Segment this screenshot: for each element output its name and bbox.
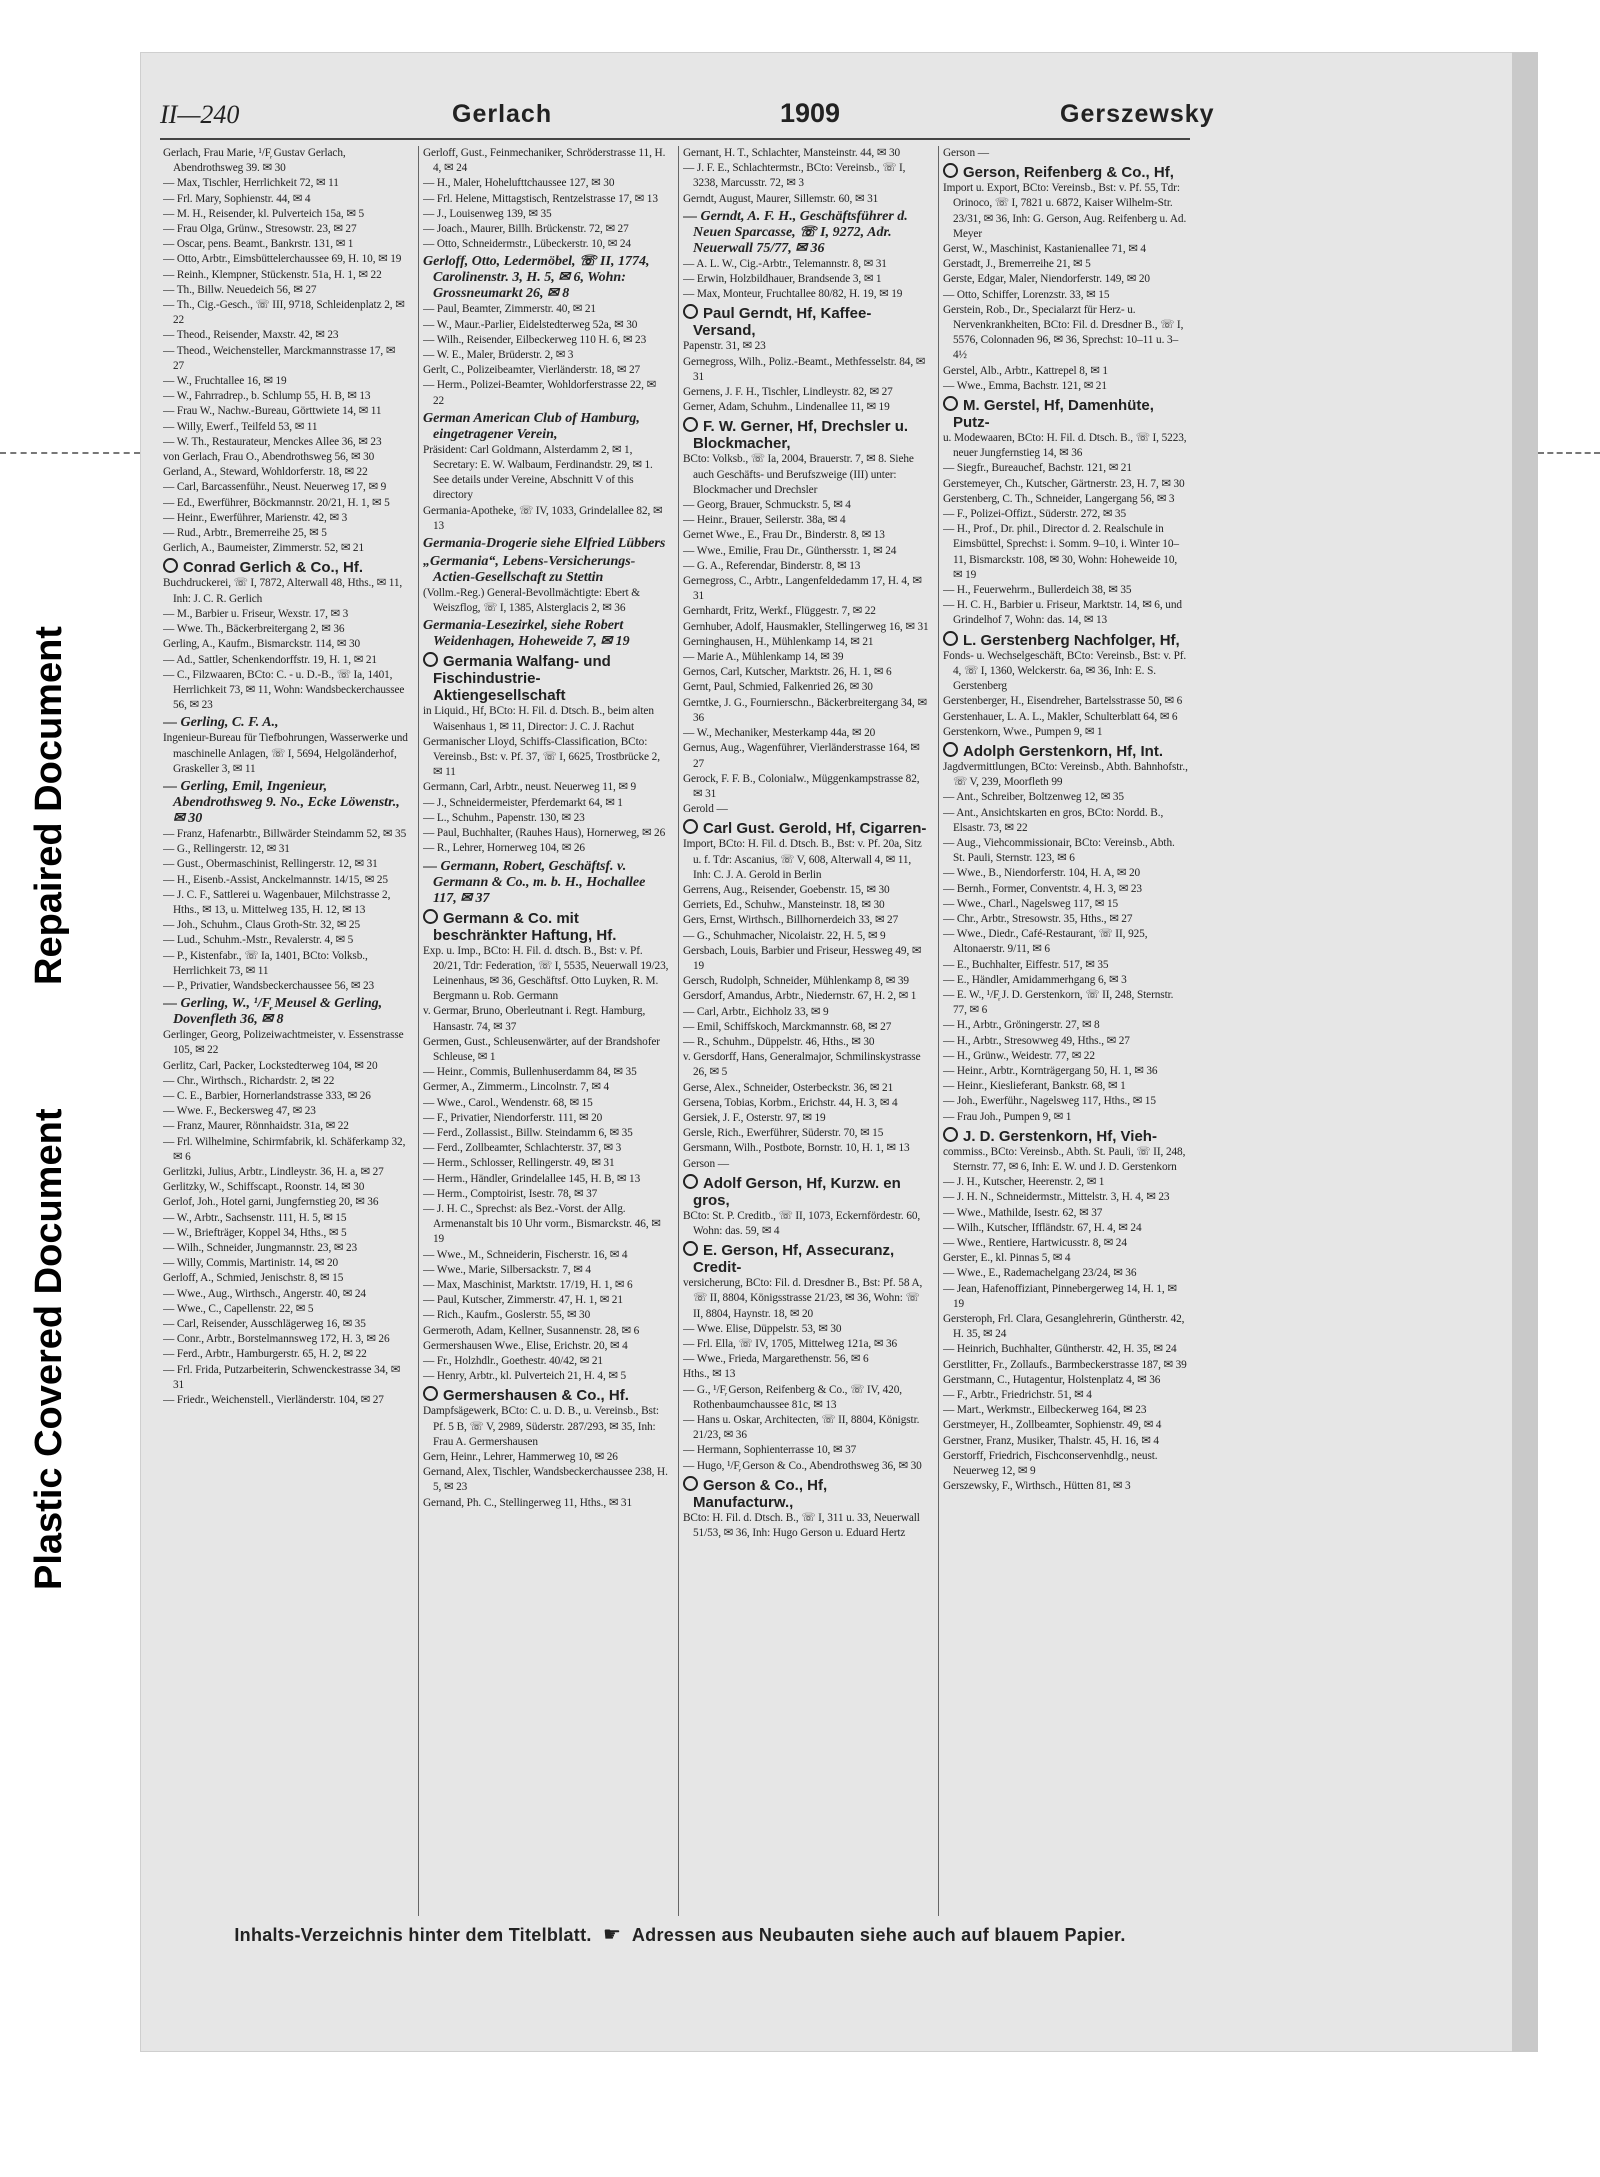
directory-entry: — J. H., Kutscher, Heerenstr. 2, ✉ 1	[943, 1176, 1105, 1189]
directory-entry: — Franz, Maurer, Rönnhaidstr. 31a, ✉ 22	[163, 1120, 349, 1133]
directory-entry: — J. H. C., Sprechst: als Bez.-Vorst. der Allg. Armenanstalt bis 10 Uhr vorm., Bismarckstr. 46, ✉ 19	[423, 1202, 661, 1246]
directory-entry: — Otto, Schiffer, Lorenzstr. 33, ✉ 15	[943, 288, 1110, 301]
directory-entry: — Franz, Hafenarbtr., Billwärder Steindamm 52, ✉ 35	[163, 827, 407, 840]
directory-entry: — Hermann, Sophienterrasse 10, ✉ 37	[683, 1444, 857, 1457]
directory-entry: — Fr., Holzhdlr., Goethestr. 40/42, ✉ 21	[423, 1354, 603, 1367]
firm-heading: M. Gerstel, Hf, Damenhüte, Putz-	[943, 396, 1189, 431]
directory-entry: — Wwe., E., Rademachelgang 23/24, ✉ 36	[943, 1267, 1137, 1280]
directory-entry: Gerrens, Aug., Reisender, Goebenstr. 15, ✉ 30	[683, 883, 890, 896]
directory-entry: — H., Arbtr., Stresowweg 49, Hths., ✉ 27	[943, 1034, 1130, 1047]
column-4	[943, 146, 1189, 1916]
directory-entry: — Wwe., Emma, Bachstr. 121, ✉ 21	[943, 379, 1107, 392]
directory-entry: — Otto, Schneidermstr., Lübeckerstr. 10, ✉ 24	[423, 238, 631, 251]
directory-entry: — Willy, Commis, Martinistr. 14, ✉ 20	[163, 1257, 339, 1270]
directory-entry: Hths., ✉ 13	[683, 1368, 736, 1381]
directory-entry: Gerszewsky, F., Wirthsch., Hütten 81, ✉ 3	[943, 1480, 1131, 1493]
directory-entry: — J., Schneidermeister, Pferdemarkt 64, ✉ 1	[423, 796, 623, 809]
directory-entry: Germeroth, Adam, Kellner, Susannenstr. 28, ✉ 6	[423, 1324, 640, 1337]
directory-entry: Gerson —	[943, 147, 989, 159]
directory-entry: — Wwe. Elise, Düppelstr. 53, ✉ 30	[683, 1322, 842, 1335]
directory-entry: Germershausen Wwe., Elise, Erichstr. 20, ✉ 4	[423, 1339, 628, 1352]
directory-entry: versicherung, BCto: Fil. d. Dresdner B., Bst: Pf. 58 A, ☏ II, 8804, Königsstrasse 21/23, ✉ 36, Wohn: ☏ II, 8804, Haynstr. 18, ✉ 20	[683, 1277, 923, 1320]
directory-entry: — F., Arbtr., Friedrichstr. 51, ✉ 4	[943, 1389, 1092, 1402]
firm-heading: F. W. Gerner, Hf, Drechsler u. Blockmacher,	[683, 417, 929, 452]
directory-entry: — W. E., Maler, Brüderstr. 2, ✉ 3	[423, 349, 574, 362]
directory-entry: Gerling, A., Kaufm., Bismarckstr. 114, ✉ 30	[163, 638, 361, 651]
directory-entry: Gerse, Alex., Schneider, Osterbeckstr. 36, ✉ 21	[683, 1081, 894, 1094]
firm-heading: Paul Gerndt, Hf, Kaffee-Versand,	[683, 304, 929, 339]
firm-circle-icon	[423, 1386, 438, 1401]
emphasized-entry: Germania-Lesezirkel, siehe Robert Weidenhagen, Hoheweide 7, ✉ 19	[423, 618, 630, 650]
directory-entry: Gerstadt, J., Bremerreihe 21, ✉ 5	[943, 258, 1091, 271]
directory-entry: — Theod., Reisender, Maxstr. 42, ✉ 23	[163, 329, 339, 342]
firm-heading: L. Gerstenberg Nachfolger, Hf,	[943, 631, 1189, 649]
directory-entry: — Wwe., Diedr., Café-Restaurant, ☏ II, 925, Altonaerstr. 9/11, ✉ 6	[943, 928, 1148, 956]
directory-entry: — C., Filzwaaren, BCto: C. - u. D.-B., ☏ Ia, 1401, Herrlichkeit 73, ✉ 11, Wohn: Wandsbeckerchaussee 56, ✉ 23	[163, 668, 405, 712]
directory-entry: — Wilh., Schneider, Jungmannstr. 23, ✉ 23	[163, 1242, 358, 1254]
emphasized-entry: — Gerndt, A. F. H., Geschäftsführer d. Neuen Sparcasse, ☏ I, 9272, Adr. Neuerwall 75/77, ✉ 36	[683, 208, 908, 256]
directory-entry: BCto: H. Fil. d. Dtsch. B., ☏ I, 311 u. 33, Neuerwall 51/53, ✉ 36, Inh: Hugo Gerson u. Eduard Hertz	[683, 1511, 920, 1540]
directory-entry: — H., Maler, Hohelufttchaussee 127, ✉ 30	[423, 177, 615, 190]
directory-entry: — Aug., Viehcommissionair, BCto: Vereinsb., Abth. St. Pauli, Sternstr. 123, ✉ 6	[943, 836, 1175, 865]
directory-entry: — Max, Tischler, Herrlichkeit 72, ✉ 11	[163, 177, 339, 190]
firm-heading: J. D. Gerstenkorn, Hf, Vieh-	[943, 1127, 1189, 1145]
directory-entry: — R., Schuhm., Düppelstr. 46, Hths., ✉ 30	[683, 1035, 875, 1048]
directory-entry: Gerlt, C., Polizeibeamter, Vierländerstr. 18, ✉ 27	[423, 364, 641, 377]
directory-entry: — Bernh., Former, Conventstr. 4, H. 3, ✉ 23	[943, 882, 1142, 895]
directory-entry: — P., Kistenfabr., ☏ Ia, 1401, BCto: Volksb., Herrlichkeit 73, ✉ 11	[163, 949, 368, 977]
directory-entry: — E., Buchhalter, Eiffestr. 517, ✉ 35	[943, 958, 1109, 971]
directory-entry: — Emil, Schiffskoch, Marckmannstr. 68, ✉ 27	[683, 1020, 892, 1033]
firm-heading: Germann & Co. mit beschränkter Haftung, Hf.	[423, 909, 669, 944]
directory-entry: BCto: Volksb., ☏ Ia, 2004, Brauerstr. 7, ✉ 8. Siehe auch Geschäfts- und Berufszweige (III) unter: Blockmacher und Drechsler	[683, 453, 914, 496]
directory-entry: — J. C. F., Sattlerei u. Wagenbauer, Milchstrasse 2, Hths., ✉ 13, u. Mittelweg 135, H. 12, ✉ 13	[163, 888, 391, 916]
directory-entry: — H., Feuerwehrm., Bullerdeich 38, ✉ 35	[943, 584, 1132, 597]
directory-entry: — F., Privatier, Niendorferstr. 111, ✉ 20	[423, 1111, 603, 1124]
directory-entry: Exp. u. Imp., BCto: H. Fil. d. dtsch. B., Bst: v. Pf. 20/21, Tdr: Federation, ☏ I, 5535, Neuerwall 19/23, Leinenhaus, ✉ 36, Geschäftsf. Otto Luyken, R. M. Bergmann u. Rob. Germann	[423, 944, 669, 1003]
directory-entry: — E., Händler, Amidammerhgang 6, ✉ 3	[943, 973, 1127, 986]
directory-entry: Gerstenberg, C. Th., Schneider, Langergang 56, ✉ 3	[943, 492, 1175, 505]
directory-entry: Gerlitzki, Julius, Arbtr., Lindleystr. 36, H. a, ✉ 27	[163, 1165, 384, 1178]
firm-circle-icon	[943, 1127, 958, 1142]
directory-entry: Gernos, Carl, Kutscher, Marktstr. 26, H. 1, ✉ 6	[683, 666, 892, 679]
directory-entry: — Wwe., Carol., Wendenstr. 68, ✉ 15	[423, 1096, 593, 1109]
directory-entry: — Frl. Helene, Mittagstisch, Rentzelstrasse 17, ✉ 13	[423, 192, 658, 205]
directory-entry: — Heinrich, Buchhalter, Güntherstr. 42, H. 35, ✉ 24	[943, 1343, 1177, 1356]
directory-entry: Präsident: Carl Goldmann, Alsterdamm 2, ✉ 1, Secretary: E. W. Walbaum, Ferdinandstr. 29, ✉ 1. See details under Vereine, Abschnitt V of this directory	[423, 443, 653, 502]
directory-entry: — Siegfr., Bureauchef, Bachstr. 121, ✉ 21	[943, 462, 1132, 475]
directory-entry: — Wwe., M., Schneiderin, Fischerstr. 16, ✉ 4	[423, 1248, 628, 1261]
directory-entry: — Frau Joh., Pumpen 9, ✉ 1	[943, 1110, 1072, 1123]
directory-entry: — P., Privatier, Wandsbeckerchaussee 56, ✉ 23	[163, 979, 375, 992]
directory-entry: Gerntke, J. G., Fournierschn., Bäckerbreitergang 34, ✉ 36	[683, 696, 927, 724]
directory-entry: — Carl, Reisender, Ausschlägerweg 16, ✉ 35	[163, 1318, 366, 1331]
directory-entry: — F., Polizei-Offizt., Süderstr. 272, ✉ 35	[943, 508, 1127, 521]
directory-entry: — Joh., Schuhm., Claus Groth-Str. 32, ✉ 25	[163, 919, 361, 932]
directory-entry: — W., Fruchtallee 16, ✉ 19	[163, 375, 287, 388]
directory-entry: — Ant., Schreiber, Boltzenweg 12, ✉ 35	[943, 791, 1124, 804]
firm-circle-icon	[683, 304, 698, 319]
pointing-hand-icon: ☛	[603, 1924, 622, 1946]
directory-entry: — Theod., Weichensteller, Marckmannstrasse 17, ✉ 27	[163, 344, 396, 372]
directory-entry: — Otto, Arbtr., Eimsbüttelerchaussee 69, H. 10, ✉ 19	[163, 253, 402, 266]
directory-entry: — Paul, Buchhalter, (Rauhes Haus), Hornerweg, ✉ 26	[423, 827, 666, 840]
directory-entry: Gersch, Rudolph, Schneider, Mühlenkamp 8, ✉ 39	[683, 975, 909, 988]
directory-entry: — Heinr., Commis, Bullenhuserdamm 84, ✉ 35	[423, 1066, 637, 1079]
directory-entry: — J., Louisenweg 139, ✉ 35	[423, 207, 552, 220]
directory-entry: Gerlich, A., Baumeister, Zimmerstr. 52, ✉ 21	[163, 542, 365, 555]
directory-entry: (Vollm.-Reg.) General-Bevollmächtigte: Ebert & Weiszflog, ☏ I, 1385, Alsterglacis 2, ✉ 36	[423, 587, 640, 615]
directory-entry: Gersle, Rich., Ewerführer, Süderstr. 70, ✉ 15	[683, 1127, 884, 1140]
directory-entry: — Paul, Beamter, Zimmerstr. 40, ✉ 21	[423, 303, 596, 316]
directory-entry: Fonds- u. Wechselgeschäft, BCto: Vereinsb., Bst: v. Pf. 4, ☏ I, 1360, Welckerstr. 6a, ✉ 36, Inh: E. S. Gerstenberg	[943, 649, 1187, 693]
directory-entry: — Th., Billw. Neuedeich 56, ✉ 27	[163, 283, 317, 296]
directory-entry: — Herm., Schlosser, Rellingerstr. 49, ✉ 31	[423, 1157, 615, 1170]
directory-entry: Gernegross, C., Arbtr., Langenfeldedamm 17, H. 4, ✉ 31	[683, 575, 922, 603]
emphasized-entry: Germania-Drogerie siehe Elfried Lübbers	[423, 536, 666, 552]
header-first-name: Gerlach	[452, 100, 553, 128]
directory-entry: Gernhuber, Adolf, Hausmakler, Stellingerweg 16, ✉ 31	[683, 620, 929, 633]
directory-entry: — Wwe., Rentiere, Hartwicusstr. 8, ✉ 24	[943, 1237, 1127, 1249]
directory-entry: — Frl. Wilhelmine, Schirmfabrik, kl. Schäferkamp 32, ✉ 6	[163, 1135, 406, 1163]
directory-entry: Gers, Ernst, Wirthsch., Billhornerdeich 33, ✉ 27	[683, 914, 899, 927]
directory-entry: — G., ¹/F᷊ Gerson, Reifenberg & Co., ☏ IV, 420, Rothenbaumchaussee 81c, ✉ 13	[683, 1383, 902, 1411]
directory-entry: — W., Maur.-Parlier, Eidelstedterweg 52a, ✉ 30	[423, 318, 638, 331]
directory-entry: — Frau Olga, Grünw., Stresowstr. 23, ✉ 27	[163, 223, 357, 236]
cut-line-right	[1538, 452, 1600, 454]
directory-entry: Gernus, Aug., Wagenführer, Vierländerstrasse 164, ✉ 27	[683, 742, 920, 770]
directory-entry: Gersiek, J. F., Osterstr. 97, ✉ 19	[683, 1111, 826, 1124]
directory-entry: Gerson —	[683, 1157, 729, 1170]
directory-entry: — W., Arbtr., Sachsenstr. 111, H. 5, ✉ 15	[163, 1211, 347, 1224]
directory-entry: Gerstner, Franz, Musiker, Thalstr. 45, H. 16, ✉ 4	[943, 1434, 1159, 1447]
directory-entry: Germen, Gust., Schleusenwärter, auf der Brandshofer Schleuse, ✉ 1	[423, 1035, 660, 1063]
directory-entry: — Frau W., Nachw.-Bureau, Görttwiete 14, ✉ 11	[163, 405, 382, 418]
directory-entry: Gernand, Ph. C., Stellingerweg 11, Hths., ✉ 31	[423, 1496, 633, 1509]
directory-entry: Gerstein, Rob., Dr., Specialarzt für Herz- u. Nervenkrankheiten, BCto: Fil. d. Dresdner B., ☏ I, 5576, Colonnaden 96, ✉ 36, Sprechst: 10–11 u. 3–4½	[943, 303, 1184, 362]
column-2	[423, 146, 669, 1916]
emphasized-entry: — Gerling, W., ¹/F᷊ Meusel & Gerling, Dovenfleth 36, ✉ 8	[163, 996, 383, 1028]
column-1	[163, 146, 409, 1916]
directory-entry: Gern, Heinr., Lehrer, Hammerweg 10, ✉ 26	[423, 1451, 618, 1463]
directory-entry: Gersteroph, Frl. Clara, Gesanglehrerin, Güntherstr. 42, H. 35, ✉ 24	[943, 1313, 1185, 1341]
directory-entry: Gersmann, Wilh., Postbote, Bornstr. 10, H. 1, ✉ 13	[683, 1142, 910, 1155]
firm-heading: Germania Walfang- und Fischindustrie-Aktiengesellschaft	[423, 652, 669, 704]
repaired-document-label: Repaired Document	[28, 626, 70, 985]
directory-entry: — Heinr., Ewerführer, Marienstr. 42, ✉ 3	[163, 511, 348, 524]
directory-columns	[163, 146, 1191, 1916]
directory-entry: — W., Briefträger, Koppel 34, Hths., ✉ 5	[163, 1226, 347, 1239]
directory-entry: Jagdvermittlungen, BCto: Vereinsb., Abth. Bahnhofstr., ☏ V, 239, Moorfleth 99	[943, 760, 1188, 789]
directory-entry: Gerriets, Ed., Schuhw., Mansteinstr. 18, ✉ 30	[683, 899, 885, 912]
directory-entry: — Ad., Sattler, Schenkendorffstr. 19, H. 1, ✉ 21	[163, 653, 377, 666]
directory-entry: — Willy, Ewerf., Teilfeld 53, ✉ 11	[163, 420, 318, 433]
directory-entry: Gersdorf, Amandus, Arbtr., Niedernstr. 67, H. 2, ✉ 1	[683, 990, 917, 1003]
directory-entry: Gernt, Paul, Schmied, Falkenried 26, ✉ 30	[683, 681, 873, 694]
directory-entry: — Wwe. F., Beckersweg 47, ✉ 23	[163, 1105, 316, 1118]
directory-entry: — Heinr., Kieslieferant, Bankstr. 68, ✉ 1	[943, 1080, 1126, 1093]
directory-entry: — E. W., ¹/F᷊ J. D. Gerstenkorn, ☏ II, 248, Sternstr. 77, ✉ 6	[943, 988, 1174, 1017]
directory-entry: — Wwe., Marie, Silbersackstr. 7, ✉ 4	[423, 1263, 591, 1276]
firm-heading: Gerson & Co., Hf, Manufacturw.,	[683, 1476, 929, 1511]
directory-entry: — H. C. H., Barbier u. Friseur, Marktstr. 14, ✉ 6, und Grindelhof 7, Wohn: das. 14, ✉ 13	[943, 599, 1182, 627]
directory-entry: — W. Th., Restaurateur, Menckes Allee 36, ✉ 23	[163, 435, 382, 448]
directory-entry: — Herm., Comptoirist, Isestr. 78, ✉ 37	[423, 1187, 598, 1200]
firm-heading: Conrad Gerlich & Co., Hf.	[163, 558, 409, 576]
directory-entry: — Ferd., Zollbeamter, Schlachterstr. 37, ✉ 3	[423, 1142, 622, 1155]
directory-entry: — Lud., Schuhm.-Mstr., Revalerstr. 4, ✉ 5	[163, 934, 354, 947]
firm-circle-icon	[683, 1476, 698, 1491]
directory-entry: — L., Schuhm., Papenstr. 130, ✉ 23	[423, 811, 585, 824]
cut-line-left	[0, 452, 140, 454]
directory-entry: Gerstenkorn, Wwe., Pumpen 9, ✉ 1	[943, 725, 1103, 738]
directory-entry: — Max, Monteur, Fruchtallee 80/82, H. 19, ✉ 19	[683, 288, 903, 301]
emphasized-entry: „Germania“, Lebens-Versicherungs-Actien-Gesellschaft zu Stettin	[423, 554, 636, 586]
directory-entry: — Carl, Arbtr., Eichholz 33, ✉ 9	[683, 1005, 829, 1018]
directory-entry: — Oscar, pens. Beamt., Bankrstr. 131, ✉ 1	[163, 238, 354, 251]
directory-entry: — Wwe. Th., Bäckerbreitergang 2, ✉ 36	[163, 623, 345, 636]
firm-circle-icon	[943, 742, 958, 757]
footer-index-note: Inhalts-Verzeichnis hinter dem Titelblatt.	[234, 1925, 592, 1945]
directory-entry: — Wwe., C., Capellenstr. 22, ✉ 5	[163, 1302, 314, 1315]
directory-entry: Gerst, W., Maschinist, Kastanienallee 71, ✉ 4	[943, 243, 1146, 256]
firm-circle-icon	[943, 631, 958, 646]
directory-entry: — Henry, Arbtr., kl. Pulverteich 21, H. 4, ✉ 5	[423, 1370, 627, 1383]
directory-entry: — Frl. Ella, ☏ IV, 1705, Mittelweg 121a, ✉ 36	[683, 1338, 898, 1350]
directory-entry: Gerland, A., Steward, Wohldorferstr. 18, ✉ 22	[163, 466, 368, 479]
directory-entry: Gerloff, Gust., Feinmechaniker, Schröderstrasse 11, H. 4, ✉ 24	[423, 147, 666, 175]
firm-heading: E. Gerson, Hf, Assecuranz, Credit-	[683, 1241, 929, 1276]
directory-entry: — Wwe., Aug., Wirthsch., Angerstr. 40, ✉ 24	[163, 1287, 366, 1300]
directory-entry: Gerlof, Joh., Hotel garni, Jungfernstieg 20, ✉ 36	[163, 1196, 379, 1209]
header-year: 1909	[780, 98, 841, 128]
directory-entry: — Rich., Kaufm., Goslerstr. 55, ✉ 30	[423, 1309, 591, 1322]
directory-entry: — J. F. E., Schlachtermstr., BCto: Vereinsb., ☏ I, 3238, Marcusstr. 72, ✉ 3	[683, 162, 906, 190]
firm-circle-icon	[423, 652, 438, 667]
directory-entry: — C. E., Barbier, Hornerlandstrasse 333, ✉ 26	[163, 1089, 371, 1102]
directory-entry: — Wwe., Emilie, Frau Dr., Günthersstr. 1, ✉ 24	[683, 544, 897, 557]
directory-entry: u. Modewaaren, BCto: H. Fil. d. Dtsch. B., ☏ I, 5223, neuer Jungfernstieg 14, ✉ 36	[943, 432, 1187, 460]
directory-entry: Gerner, Adam, Schuhm., Lindenallee 11, ✉ 19	[683, 401, 890, 414]
directory-entry: Gerstlitter, Fr., Zollaufs., Barmbeckerstrasse 187, ✉ 39	[943, 1358, 1187, 1371]
directory-entry: — Wwe., Mathilde, Isestr. 62, ✉ 37	[943, 1206, 1103, 1219]
firm-circle-icon	[163, 558, 178, 573]
directory-entry: — Jean, Hafenoffiziant, Pinnebergerweg 14, H. 1, ✉ 19	[943, 1282, 1177, 1310]
page-footer	[160, 1922, 1200, 1947]
firm-circle-icon	[683, 417, 698, 432]
firm-heading: Adolf Gerson, Hf, Kurzw. en gros,	[683, 1174, 929, 1209]
directory-entry: — Conr., Arbtr., Borstelmannsweg 172, H. 3, ✉ 26	[163, 1333, 390, 1346]
directory-entry: — Heinr., Arbtr., Kornträgergang 50, H. 1, ✉ 36	[943, 1064, 1158, 1077]
directory-entry: Gersbach, Louis, Barbier und Friseur, Hessweg 49, ✉ 19	[683, 944, 922, 972]
directory-entry: Gernens, J. F. H., Tischler, Lindleystr. 82, ✉ 27	[683, 386, 893, 399]
directory-entry: — Joach., Maurer, Billh. Brückenstr. 72, ✉ 27	[423, 223, 629, 236]
directory-entry: Gernhardt, Fritz, Werkf., Flüggestr. 7, ✉ 22	[683, 605, 876, 618]
directory-entry: — Herm., Polizei-Beamter, Wohldorferstrasse 22, ✉ 22	[423, 379, 656, 407]
directory-entry: — Wwe., Charl., Nagelsweg 117, ✉ 15	[943, 897, 1119, 910]
directory-entry: Dampfsägewerk, BCto: C. u. D. B., u. Vereinsb., Bst: Pf. 5 B, ☏ V, 2989, Süderstr. 287/293, ✉ 35, Inh: Frau A. Germershausen	[423, 1405, 659, 1448]
directory-entry: Gerninghausen, H., Mühlenkamp 14, ✉ 21	[683, 635, 874, 648]
directory-entry: — A. L. W., Cig.-Arbtr., Telemannstr. 8, ✉ 31	[683, 257, 887, 270]
directory-entry: — Heinr., Brauer, Seilerstr. 38a, ✉ 4	[683, 514, 846, 527]
directory-entry: Gernant, H. T., Schlachter, Mansteinstr. 44, ✉ 30	[683, 147, 901, 159]
page-number: II—240	[160, 100, 240, 129]
directory-entry: von Gerlach, Frau O., Abendrothsweg 56, ✉ 30	[163, 451, 375, 464]
directory-entry: Gernet Wwe., E., Frau Dr., Binderstr. 8, ✉ 13	[683, 529, 885, 542]
directory-entry: — Wwe., B., Niendorferstr. 104, H. A, ✉ 20	[943, 867, 1141, 880]
directory-entry: Gerste, Edgar, Maler, Niendorferstr. 149, ✉ 20	[943, 273, 1150, 286]
firm-heading: Carl Gust. Gerold, Hf, Cigarren-	[683, 819, 929, 837]
emphasized-entry: German American Club of Hamburg, eingetragener Verein,	[423, 410, 640, 442]
directory-entry: Gerndt, August, Maurer, Sillemstr. 60, ✉ 31	[683, 192, 879, 205]
header-last-name: Gerszewsky	[1060, 100, 1215, 128]
directory-entry: — Ed., Ewerführer, Böckmannstr. 20/21, H. 1, ✉ 5	[163, 496, 390, 509]
directory-entry: Gerlitz, Carl, Packer, Lockstedterweg 104, ✉ 20	[163, 1059, 378, 1072]
directory-entry: — Mart., Werkmstr., Eilbeckerweg 164, ✉ 23	[943, 1404, 1147, 1417]
directory-entry: — Paul, Kutscher, Zimmerstr. 47, H. 1, ✉ 21	[423, 1294, 623, 1307]
directory-entry: — H., Eisenb.-Assist, Anckelmannstr. 14/15, ✉ 25	[163, 873, 388, 886]
directory-entry: — H., Arbtr., Gröningerstr. 27, ✉ 8	[943, 1019, 1100, 1032]
directory-entry: Gerstmann, C., Hutagentur, Holstenplatz 4, ✉ 36	[943, 1373, 1161, 1386]
directory-entry: — Herm., Händler, Grindelallee 145, H. B, ✉ 13	[423, 1172, 641, 1185]
directory-entry: — Carl, Barcassenführ., Neust. Neuerweg 17, ✉ 9	[163, 481, 387, 494]
directory-entry: — Wilh., Reisender, Eilbeckerweg 110 H. 6, ✉ 23	[423, 333, 647, 346]
directory-entry: — Wwe., Frieda, Margarethenstr. 56, ✉ 6	[683, 1353, 869, 1366]
directory-entry: — Frl. Frida, Putzarbeiterin, Schwenckestrasse 34, ✉ 31	[163, 1363, 401, 1391]
directory-entry: Gerlinger, Georg, Polizeiwachtmeister, v. Essenstrasse 105, ✉ 22	[163, 1029, 404, 1057]
directory-entry: — Chr., Wirthsch., Richardstr. 2, ✉ 22	[163, 1074, 335, 1087]
directory-entry: in Liquid., Hf, BCto: H. Fil. d. Dtsch. B., beim alten Waisenhaus 1, ✉ 11, Director: J. C. J. Rachut	[423, 705, 654, 733]
directory-entry: commiss., BCto: Vereinsb., Abth. St. Pauli, ☏ II, 248, Sternstr. 77, ✉ 6, Inh: E. W. und J. D. Gerstenkorn	[943, 1145, 1186, 1173]
directory-entry: Gerster, E., kl. Pinnas 5, ✉ 4	[943, 1252, 1071, 1265]
page-header	[160, 98, 1215, 134]
page-binding-edge	[1512, 52, 1538, 2052]
directory-entry: — G., Schuhmacher, Nicolaistr. 22, H. 5, ✉ 9	[683, 929, 886, 942]
directory-entry: — Th., Cig.-Gesch., ☏ III, 9718, Schleidenplatz 2, ✉ 22	[163, 299, 405, 327]
directory-entry: Gerlitzky, W., Schiffscapt., Roonstr. 14, ✉ 30	[163, 1181, 365, 1194]
footer-address-note: Adressen aus Neubauten siehe auch auf blauem Papier.	[631, 1925, 1126, 1945]
directory-entry: Germer, A., Zimmerm., Lincolnstr. 7, ✉ 4	[423, 1081, 610, 1094]
firm-circle-icon	[683, 819, 698, 834]
directory-entry: Gersena, Tobias, Korbm., Erichstr. 44, H. 3, ✉ 4	[683, 1096, 898, 1109]
firm-circle-icon	[423, 909, 438, 924]
directory-entry: Import, BCto: H. Fil. d. Dtsch. B., Bst: v. Pf. 20a, Sitz u. f. Tdr: Ascanius, ☏ V, 608, Alterwall 4, ✉ 11, Inh: C. J. A. Gerold in Berlin	[683, 838, 922, 881]
directory-entry: BCto: St. P. Creditb., ☏ II, 1073, Eckernfördestr. 60, Wohn: das. 59, ✉ 4	[683, 1209, 921, 1237]
directory-entry: — G. A., Referendar, Binderstr. 8, ✉ 13	[683, 559, 861, 572]
directory-entry: — G., Rellingerstr. 12, ✉ 31	[163, 843, 290, 856]
emphasized-entry: Gerloff, Otto, Ledermöbel, ☏ II, 1774, Carolinenstr. 3, H. 5, ✉ 6, Wohn: Grossneumarkt 26, ✉ 8	[423, 254, 650, 302]
directory-entry: — Frl. Mary, Sophienstr. 44, ✉ 4	[163, 192, 311, 205]
directory-entry: — Hans u. Oskar, Architecten, ☏ II, 8804, Königstr. 21/23, ✉ 36	[683, 1414, 920, 1442]
directory-entry: — Joh., Ewerführ., Nagelsweg 117, Hths., ✉ 15	[943, 1095, 1156, 1108]
directory-entry: Gerloff, A., Schmied, Jenischstr. 8, ✉ 15	[163, 1272, 344, 1285]
directory-entry: Gerstemeyer, Ch., Kutscher, Gärtnerstr. 23, H. 7, ✉ 30	[943, 477, 1185, 490]
directory-entry: Gerstenhauer, L. A. L., Makler, Schulterblatt 64, ✉ 6	[943, 710, 1178, 723]
directory-entry: Gerock, F. F. B., Colonialw., Müggenkampstrasse 82, ✉ 31	[683, 772, 920, 800]
directory-entry: — R., Lehrer, Hornerweg 104, ✉ 26	[423, 842, 585, 855]
directory-entry: Gerstmeyer, H., Zollbeamter, Sophienstr. 49, ✉ 4	[943, 1419, 1162, 1432]
directory-entry: — Friedr., Weichenstell., Vierländerstr. 104, ✉ 27	[163, 1394, 384, 1407]
directory-entry: Gerstorff, Friedrich, Fischconservenhdlg., neust. Neuerweg 12, ✉ 9	[943, 1449, 1158, 1478]
directory-entry: — W., Fahrradrep., b. Schlump 55, H. B, ✉ 13	[163, 390, 371, 403]
directory-entry: Gernand, Alex, Tischler, Wandsbeckerchaussee 238, H. 5, ✉ 23	[423, 1466, 668, 1494]
directory-entry: Germann, Carl, Arbtr., neust. Neuerweg 11, ✉ 9	[423, 781, 637, 794]
emphasized-entry: — Gerling, Emil, Ingenieur, Abendrothsweg 9. No., Ecke Löwenstr., ✉ 30	[163, 778, 400, 826]
directory-entry: Gerstenberger, H., Eisendreher, Bartelsstrasse 50, ✉ 6	[943, 695, 1183, 708]
plastic-covered-label: Plastic Covered Document	[28, 1108, 70, 1590]
directory-entry: — Ferd., Arbtr., Hamburgerstr. 65, H. 2, ✉ 22	[163, 1348, 367, 1361]
directory-entry: — Reinh., Klempner, Stückenstr. 51a, H. 1, ✉ 22	[163, 268, 382, 281]
directory-entry: — J. H. N., Schneidermstr., Mittelstr. 3, H. 4, ✉ 23	[943, 1191, 1170, 1204]
directory-entry: Germania-Apotheke, ☏ IV, 1033, Grindelallee 82, ✉ 13	[423, 504, 663, 532]
directory-entry: — Ferd., Zollassist., Billw. Steindamm 6, ✉ 35	[423, 1126, 633, 1139]
directory-entry: Buchdruckerei, ☏ I, 7872, Alterwall 48, Hths., ✉ 11, Inh: J. C. R. Gerlich	[163, 577, 403, 605]
header-rule	[160, 138, 1190, 140]
directory-entry: Gerold —	[683, 803, 728, 816]
directory-entry: Import u. Export, BCto: Vereinsb., Bst: v. Pf. 55, Tdr: Orinoco, ☏ I, 7821 u. 6872, Kaiser Wilhelm-Str. 23/31, ✉ 36, Inh: G. Gerson, Aug. Reifenberg u. Ad. Meyer	[943, 182, 1187, 240]
emphasized-entry: — Gerling, C. F. A.,	[163, 715, 279, 731]
emphasized-entry: — Germann, Robert, Geschäftsf. v. Germann & Co., m. b. H., Hochallee 117, ✉ 37	[423, 858, 646, 906]
firm-heading: Gerson, Reifenberg & Co., Hf,	[943, 163, 1189, 181]
directory-entry: — M. H., Reisender, kl. Pulverteich 15a, ✉ 5	[163, 207, 365, 220]
directory-entry: — Gust., Obermaschinist, Rellingerstr. 12, ✉ 31	[163, 858, 378, 871]
directory-entry: — Erwin, Holzbildhauer, Brandsende 3, ✉ 1	[683, 273, 882, 286]
directory-entry: v. Gersdorff, Hans, Generalmajor, Schmilinskystrasse 26, ✉ 5	[683, 1051, 921, 1079]
directory-entry: — Wilh., Kutscher, Iffländstr. 67, H. 4, ✉ 24	[943, 1221, 1142, 1234]
firm-heading: Germershausen & Co., Hf.	[423, 1386, 669, 1404]
firm-circle-icon	[943, 163, 958, 178]
directory-entry: — W., Mechaniker, Mesterkamp 44a, ✉ 20	[683, 727, 876, 740]
directory-entry: Gerstel, Alb., Arbtr., Kattrepel 8, ✉ 1	[943, 364, 1108, 377]
directory-entry: — Marie A., Mühlenkamp 14, ✉ 39	[683, 651, 844, 664]
directory-entry: — Chr., Arbtr., Stresowstr. 35, Hths., ✉ 27	[943, 912, 1133, 925]
firm-circle-icon	[683, 1241, 698, 1256]
directory-entry: Gerlach, Frau Marie, ¹/F᷊ Gustav Gerlach, Abendrothsweg 39. ✉ 30	[163, 147, 346, 175]
directory-entry: Papenstr. 31, ✉ 23	[683, 340, 766, 353]
directory-entry: — Ant., Ansichtskarten en gros, BCto: Nordd. B., Elsastr. 73, ✉ 22	[943, 806, 1164, 834]
directory-entry: — Rud., Arbtr., Bremerreihe 25, ✉ 5	[163, 527, 327, 540]
directory-entry: — M., Barbier u. Friseur, Wexstr. 17, ✉ 3	[163, 607, 349, 620]
directory-entry: Germanischer Lloyd, Schiffs-Classification, BCto: Vereinsb., Bst: v. Pf. 37, ☏ I, 6625, Trostbrücke 2, ✉ 11	[423, 735, 660, 779]
column-3	[683, 146, 929, 1916]
firm-heading: Adolph Gerstenkorn, Hf, Int.	[943, 742, 1189, 760]
directory-entry: v. Germar, Bruno, Oberleutnant i. Regt. Hamburg, Hansastr. 74, ✉ 37	[423, 1005, 646, 1033]
directory-entry: — Max, Maschinist, Marktstr. 17/19, H. 1, ✉ 6	[423, 1278, 633, 1291]
firm-circle-icon	[943, 396, 958, 411]
directory-entry: — H., Prof., Dr. phil., Director d. 2. Realschule in Eimsbüttel, Sprechst: i. Somm. 9–10, i. Winter 10–11, Bismarckstr. 108, ✉ 30, Wohn: Hoheweide 10, ✉ 19	[943, 523, 1179, 581]
directory-entry: — H., Grünw., Weidestr. 77, ✉ 22	[943, 1049, 1095, 1062]
directory-entry: — Hugo, ¹/F᷊ Gerson & Co., Abendrothsweg 36, ✉ 30	[683, 1459, 922, 1472]
directory-entry: — Georg, Brauer, Schmuckstr. 5, ✉ 4	[683, 499, 851, 512]
directory-entry: Ingenieur-Bureau für Tiefbohrungen, Wasserwerke und maschinelle Anlagen, ☏ I, 5694, Helgoländerhof, Graskeller 3, ✉ 11	[163, 732, 408, 775]
firm-circle-icon	[683, 1174, 698, 1189]
directory-entry: Gernegross, Wilh., Poliz.-Beamt., Methfesselstr. 84, ✉ 31	[683, 355, 926, 383]
